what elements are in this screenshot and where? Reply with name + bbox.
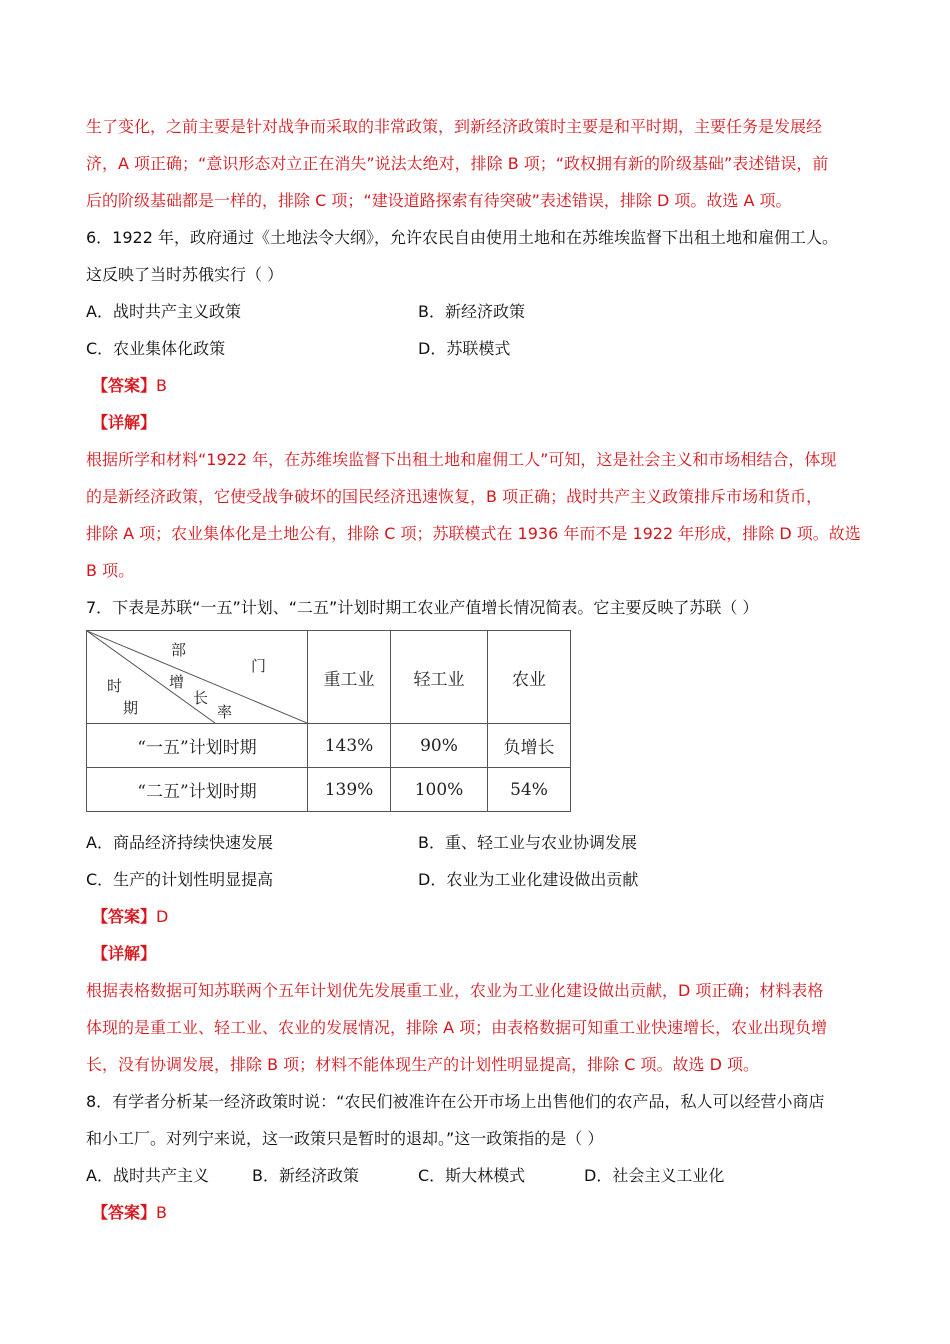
explanation-line: 后的阶级基础都是一样的，排除 C 项；“建设道路探索有待突破”表述错误，排除 D 项。故选 A 项。 (86, 191, 792, 210)
explanation-line: 长，没有协调发展，排除 B 项；材料不能体现生产的计划性明显提高，排除 C 项。故选 D 项。 (86, 1055, 759, 1074)
option-d: D．社会主义工业化 (584, 1166, 725, 1185)
table-row (87, 768, 571, 812)
corner-label: 门 (251, 657, 267, 675)
options-row (86, 330, 866, 367)
table-header: 农业 (488, 631, 571, 724)
table-corner-cell (87, 631, 308, 724)
question-stem: 8．有学者分析某一经济政策时说：“农民们被准许在公开市场上出售他们的农产品，私人可以经营小商店 (86, 1092, 825, 1111)
question-6 (86, 219, 866, 589)
options-row (86, 293, 866, 330)
option-b: B．新经济政策 (418, 302, 525, 321)
growth-table (86, 630, 571, 812)
question-7 (86, 589, 866, 1083)
answer-line (86, 1194, 866, 1231)
question-stem: 和小工厂。对列宁来说，这一政策只是暂时的退却。”这一政策指的是（ ） (86, 1129, 604, 1148)
table-cell: 100% (391, 768, 488, 812)
option-d: D．农业为工业化建设做出贡献 (418, 870, 639, 889)
explanation-line: 根据表格数据可知苏联两个五年计划优先发展重工业，农业为工业化建设做出贡献，D 项正确；材料表格 (86, 981, 824, 1000)
question-stem: 6．1922 年，政府通过《土地法令大纲》，允许农民自由使用土地和在苏维埃监督下出租土地和雇佣工人。 (86, 228, 838, 247)
answer-value: B (156, 376, 167, 395)
table-header: 轻工业 (391, 631, 488, 724)
table-cell: 负增长 (488, 724, 571, 768)
corner-label: 期 (123, 699, 139, 717)
detail-label: 【详解】 (92, 413, 157, 432)
options-row (86, 861, 866, 898)
answer-label: 【答案】 (92, 1203, 157, 1222)
corner-label: 部 (171, 641, 187, 659)
option-a: A．战时共产主义 (86, 1166, 209, 1185)
q5-explanation (86, 108, 866, 219)
answer-value: B (156, 1203, 167, 1222)
answer-value: D (156, 907, 169, 926)
table-cell: 139% (308, 768, 391, 812)
table-cell: “一五”计划时期 (87, 724, 308, 768)
option-c: C．生产的计划性明显提高 (86, 870, 274, 889)
question-stem: 这反映了当时苏俄实行（ ） (86, 265, 284, 284)
answer-line (86, 898, 866, 935)
table-cell: 90% (391, 724, 488, 768)
table-row (87, 724, 571, 768)
options-row (86, 824, 866, 861)
explanation-line: 根据所学和材料“1922 年，在苏维埃监督下出租土地和雇佣工人”可知，这是社会主义和市场相结合，体现 (86, 450, 837, 469)
explanation-line: 生了变化，之前主要是针对战争而采取的非常政策，到新经济政策时主要是和平时期，主要任务是发展经 (86, 117, 823, 136)
explanation-line: 排除 A 项；农业集体化是土地公有，排除 C 项；苏联模式在 1936 年而不是 1922 年形成，排除 D 项。故选 (86, 524, 861, 543)
table-cell: 143% (308, 724, 391, 768)
table-cell: “二五”计划时期 (87, 768, 308, 812)
option-c: C．斯大林模式 (418, 1166, 526, 1185)
explanation-line: B 项。 (86, 561, 135, 580)
corner-label: 时 (107, 677, 123, 695)
corner-label: 增 (169, 673, 185, 691)
option-d: D．苏联模式 (418, 339, 511, 358)
option-c: C．农业集体化政策 (86, 339, 226, 358)
corner-label: 率 (217, 703, 233, 721)
option-a: A．战时共产主义政策 (86, 302, 241, 321)
explanation-line: 济，A 项正确；“意识形态对立正在消失”说法太绝对，排除 B 项；“政权拥有新的阶级基础”表述错误，前 (86, 154, 829, 173)
table-cell: 54% (488, 768, 571, 812)
explanation-line: 体现的是重工业、轻工业、农业的发展情况，排除 A 项；由表格数据可知重工业快速增长，农业出现负增 (86, 1018, 828, 1037)
answer-label: 【答案】 (92, 376, 157, 395)
option-b: B．新经济政策 (252, 1166, 359, 1185)
detail-label: 【详解】 (92, 944, 157, 963)
answer-label: 【答案】 (92, 907, 157, 926)
answer-line (86, 367, 866, 404)
options-row (86, 1157, 866, 1194)
corner-label: 长 (193, 689, 209, 707)
table-header: 重工业 (308, 631, 391, 724)
question-stem: 7．下表是苏联“一五”计划、“二五”计划时期工农业产值增长情况简表。它主要反映了苏联（ ） (86, 598, 759, 617)
question-8 (86, 1083, 866, 1231)
explanation-line: 的是新经济政策，它使受战争破坏的国民经济迅速恢复，B 项正确；战时共产主义政策排斥市场和货币， (86, 487, 823, 506)
option-b: B．重、轻工业与农业协调发展 (418, 833, 637, 852)
document-page (86, 108, 866, 1231)
option-a: A．商品经济持续快速发展 (86, 833, 273, 852)
